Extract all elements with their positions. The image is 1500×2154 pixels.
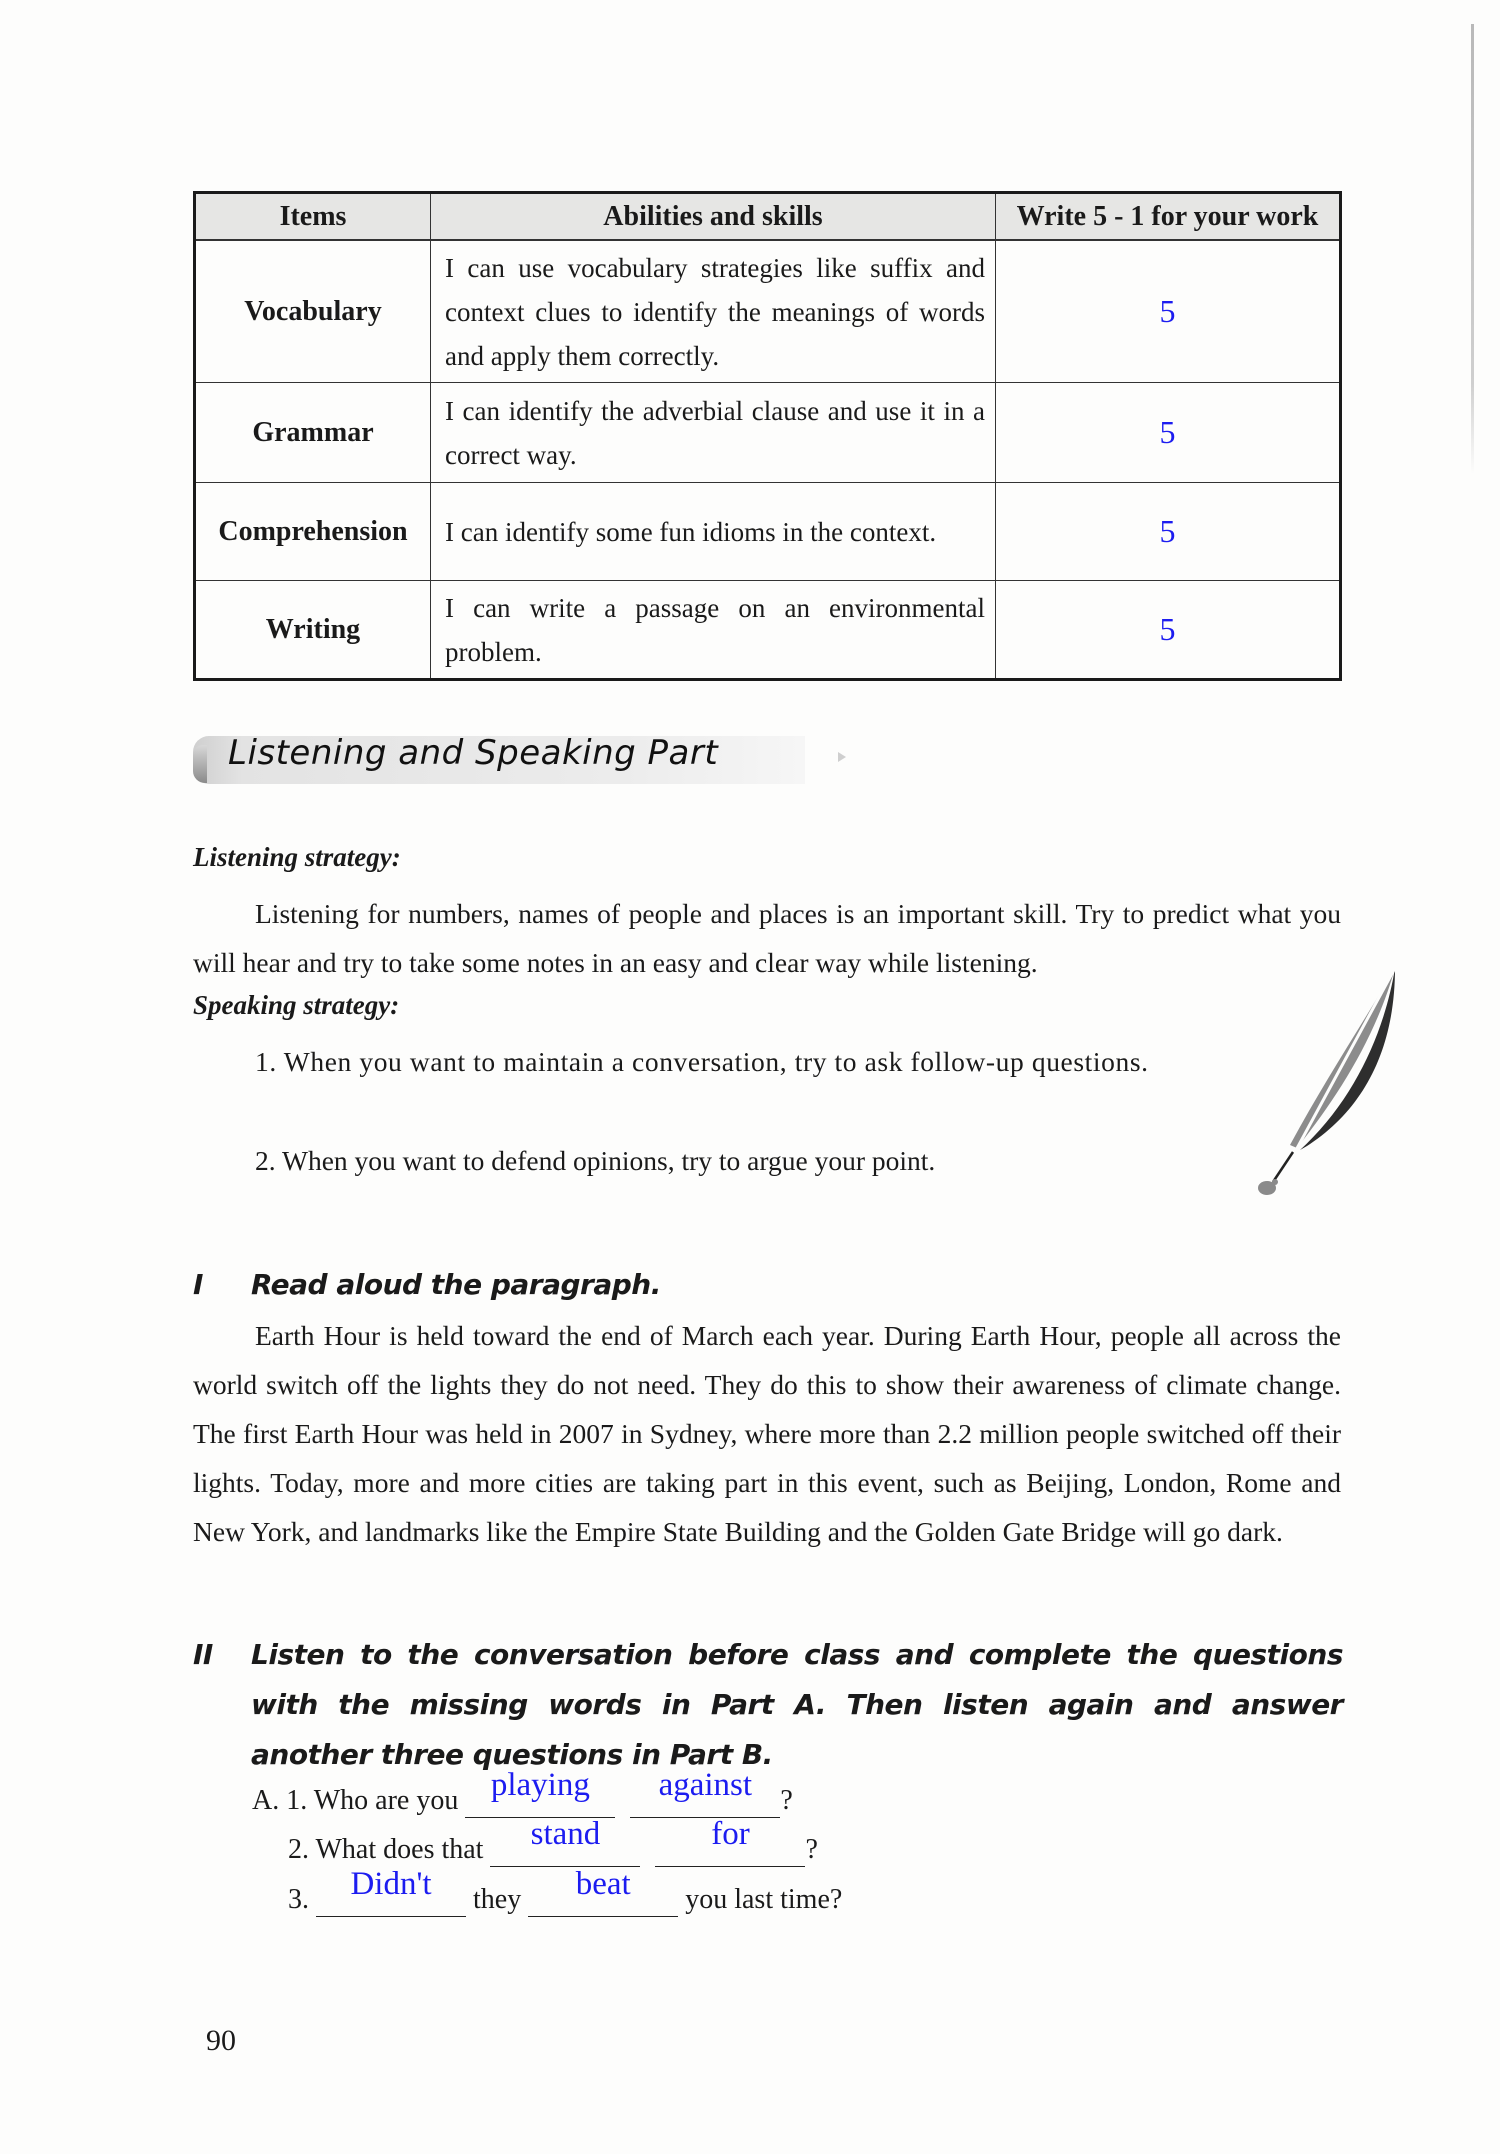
question-a2 — [288, 1816, 818, 1867]
section-title: Listening and Speaking Part — [228, 733, 719, 773]
answer-text: playing — [490, 1767, 590, 1803]
answer-blank[interactable] — [528, 1866, 678, 1917]
row-score[interactable]: 5 — [996, 581, 1341, 680]
answer-text: Didn't — [350, 1866, 432, 1902]
row-score[interactable]: 5 — [996, 483, 1341, 581]
page-number: 90 — [206, 2024, 236, 2057]
table-row — [195, 581, 1341, 680]
question-text: What does that — [315, 1834, 484, 1865]
exercise-2-number: II — [193, 1638, 213, 1671]
listening-strategy-text: Listening for numbers, names of people and places is an important skill. Try to predict what you will hear and try to take some notes in an easy and clear way while listening. — [193, 898, 1341, 978]
earth-hour-paragraph: Earth Hour is held toward the end of March each year. During Earth Hour, people all across the world switch off the lights they do not need. They do this to show their awareness of climate change. The first Earth Hour was held in 2007 in Sydney, where more than 2.2 million people switched off their lights. Today, more and more cities are taking part in this event, such as Beijing, London, Rome and New York, and landmarks like the Empire State Building and the Golden Gate Bridge will go dark. — [193, 1320, 1341, 1547]
page-edge-line — [1471, 24, 1474, 474]
table-header-row — [195, 193, 1341, 241]
answer-blank[interactable] — [655, 1816, 805, 1867]
answer-blank[interactable] — [316, 1866, 466, 1917]
row-score[interactable]: 5 — [996, 383, 1341, 483]
question-a3 — [288, 1866, 843, 1917]
question-a1 — [252, 1767, 793, 1818]
speaking-strategy-item-2: 2. When you want to defend opinions, try to argue your point. — [255, 1145, 936, 1176]
header-items: Items — [195, 193, 431, 241]
row-skill: I can use vocabulary strategies like suffix and context clues to identify the meanings of words and apply them correctly. — [431, 240, 996, 383]
row-item: Grammar — [195, 383, 431, 483]
part-a-label: A. — [252, 1785, 280, 1816]
row-skill: I can identify the adverbial clause and use it in a correct way. — [431, 383, 996, 483]
table-row — [195, 483, 1341, 581]
header-score: Write 5 - 1 for your work — [996, 193, 1341, 241]
row-item: Writing — [195, 581, 431, 680]
speaking-strategy-item-1: 1. When you want to maintain a conversation, try to ask follow-up questions. — [255, 1046, 1149, 1077]
answer-blank[interactable] — [630, 1767, 780, 1818]
answer-blank[interactable] — [465, 1767, 615, 1818]
exercise-2-instruction: Listen to the conversation before class and complete the questions with the missing words in Part A. Then listen again and answer another three questions in Part B. — [251, 1638, 1343, 1771]
question-number: 2. — [288, 1834, 309, 1865]
header-abilities: Abilities and skills — [431, 193, 996, 241]
question-end: you last time? — [685, 1884, 843, 1915]
answer-blank[interactable] — [490, 1816, 640, 1867]
exercise-1-number: I — [193, 1268, 203, 1301]
answer-text: stand — [530, 1816, 601, 1852]
question-end: ? — [805, 1834, 818, 1865]
question-number: 1. — [286, 1785, 308, 1816]
table-row — [195, 383, 1341, 483]
row-item: Comprehension — [195, 483, 431, 581]
row-skill: I can identify some fun idioms in the context. — [431, 483, 996, 581]
listening-strategy-label: Listening strategy: — [193, 842, 401, 872]
answer-text: beat — [575, 1866, 631, 1902]
exercise-1-instruction: Read aloud the paragraph. — [251, 1268, 661, 1301]
question-number: 3. — [288, 1884, 309, 1915]
question-text: Who are you — [313, 1785, 459, 1816]
answer-text: against — [658, 1767, 753, 1803]
table-row — [195, 240, 1341, 383]
row-item: Vocabulary — [195, 240, 431, 383]
answer-text: for — [711, 1816, 750, 1852]
row-score[interactable]: 5 — [996, 240, 1341, 383]
question-end: ? — [780, 1785, 793, 1816]
banner-cap-decoration — [193, 745, 207, 783]
self-assessment-table — [193, 191, 1342, 681]
arrow-right-icon — [838, 752, 846, 762]
speaking-strategy-label: Speaking strategy: — [193, 990, 400, 1020]
question-text: they — [473, 1884, 522, 1915]
quill-feather-icon — [1245, 960, 1415, 1200]
row-skill: I can write a passage on an environmental problem. — [431, 581, 996, 680]
